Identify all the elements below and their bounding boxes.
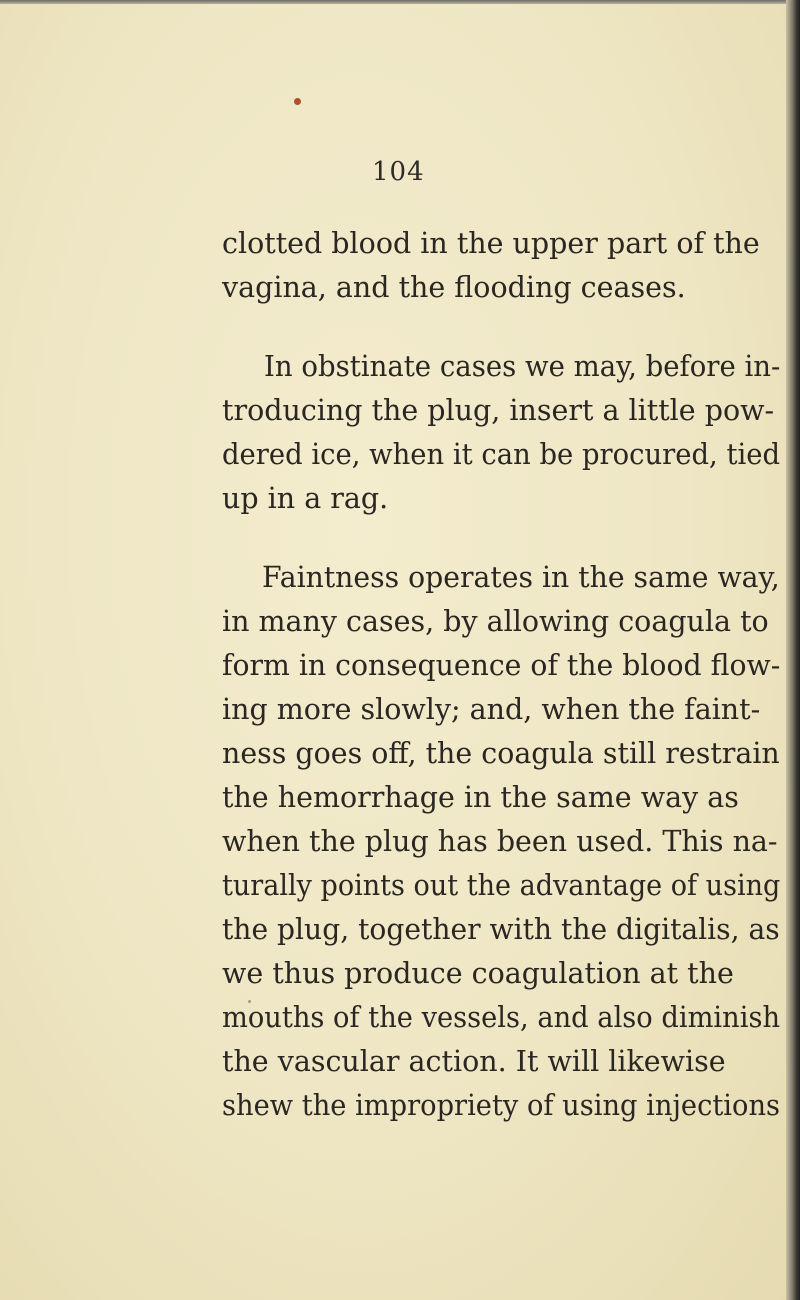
text-line: we thus produce coagulation at the bbox=[222, 957, 734, 990]
text-line: vagina, and the flooding ceases. bbox=[222, 271, 686, 304]
text-line: mouths of the vessels, and also diminish bbox=[222, 1001, 781, 1034]
text-line: troducing the plug, insert a little pow- bbox=[222, 394, 775, 427]
text-line: Faintness operates in the same way, bbox=[262, 561, 780, 594]
text-line: form in consequence of the blood flow- bbox=[222, 649, 781, 682]
text-line: turally points out the advantage of using bbox=[222, 869, 781, 902]
text-line: shew the impropriety of using injections bbox=[222, 1089, 781, 1122]
text-line: In obstinate cases we may, before in- bbox=[264, 350, 781, 383]
text-line: clotted blood in the upper part of the bbox=[222, 227, 760, 260]
text-line: ing more slowly; and, when the faint- bbox=[222, 693, 761, 726]
text-line: ness goes off, the coagula still restrain bbox=[222, 737, 780, 770]
text-line: the hemorrhage in the same way as bbox=[222, 781, 739, 814]
page-top-edge bbox=[0, 0, 800, 4]
text-line: up in a rag. bbox=[222, 482, 389, 515]
page-right-edge bbox=[786, 0, 800, 1300]
text-line: dered ice, when it can be procured, tied bbox=[222, 438, 781, 471]
text-line: the vascular action. It will likewise bbox=[222, 1045, 726, 1078]
ink-spot bbox=[294, 98, 301, 105]
page-number: 104 bbox=[372, 157, 425, 187]
text-line: when the plug has been used. This na- bbox=[222, 825, 778, 858]
text-line: the plug, together with the digitalis, as bbox=[222, 913, 780, 946]
text-line: in many cases, by allowing coagula to bbox=[222, 605, 769, 638]
